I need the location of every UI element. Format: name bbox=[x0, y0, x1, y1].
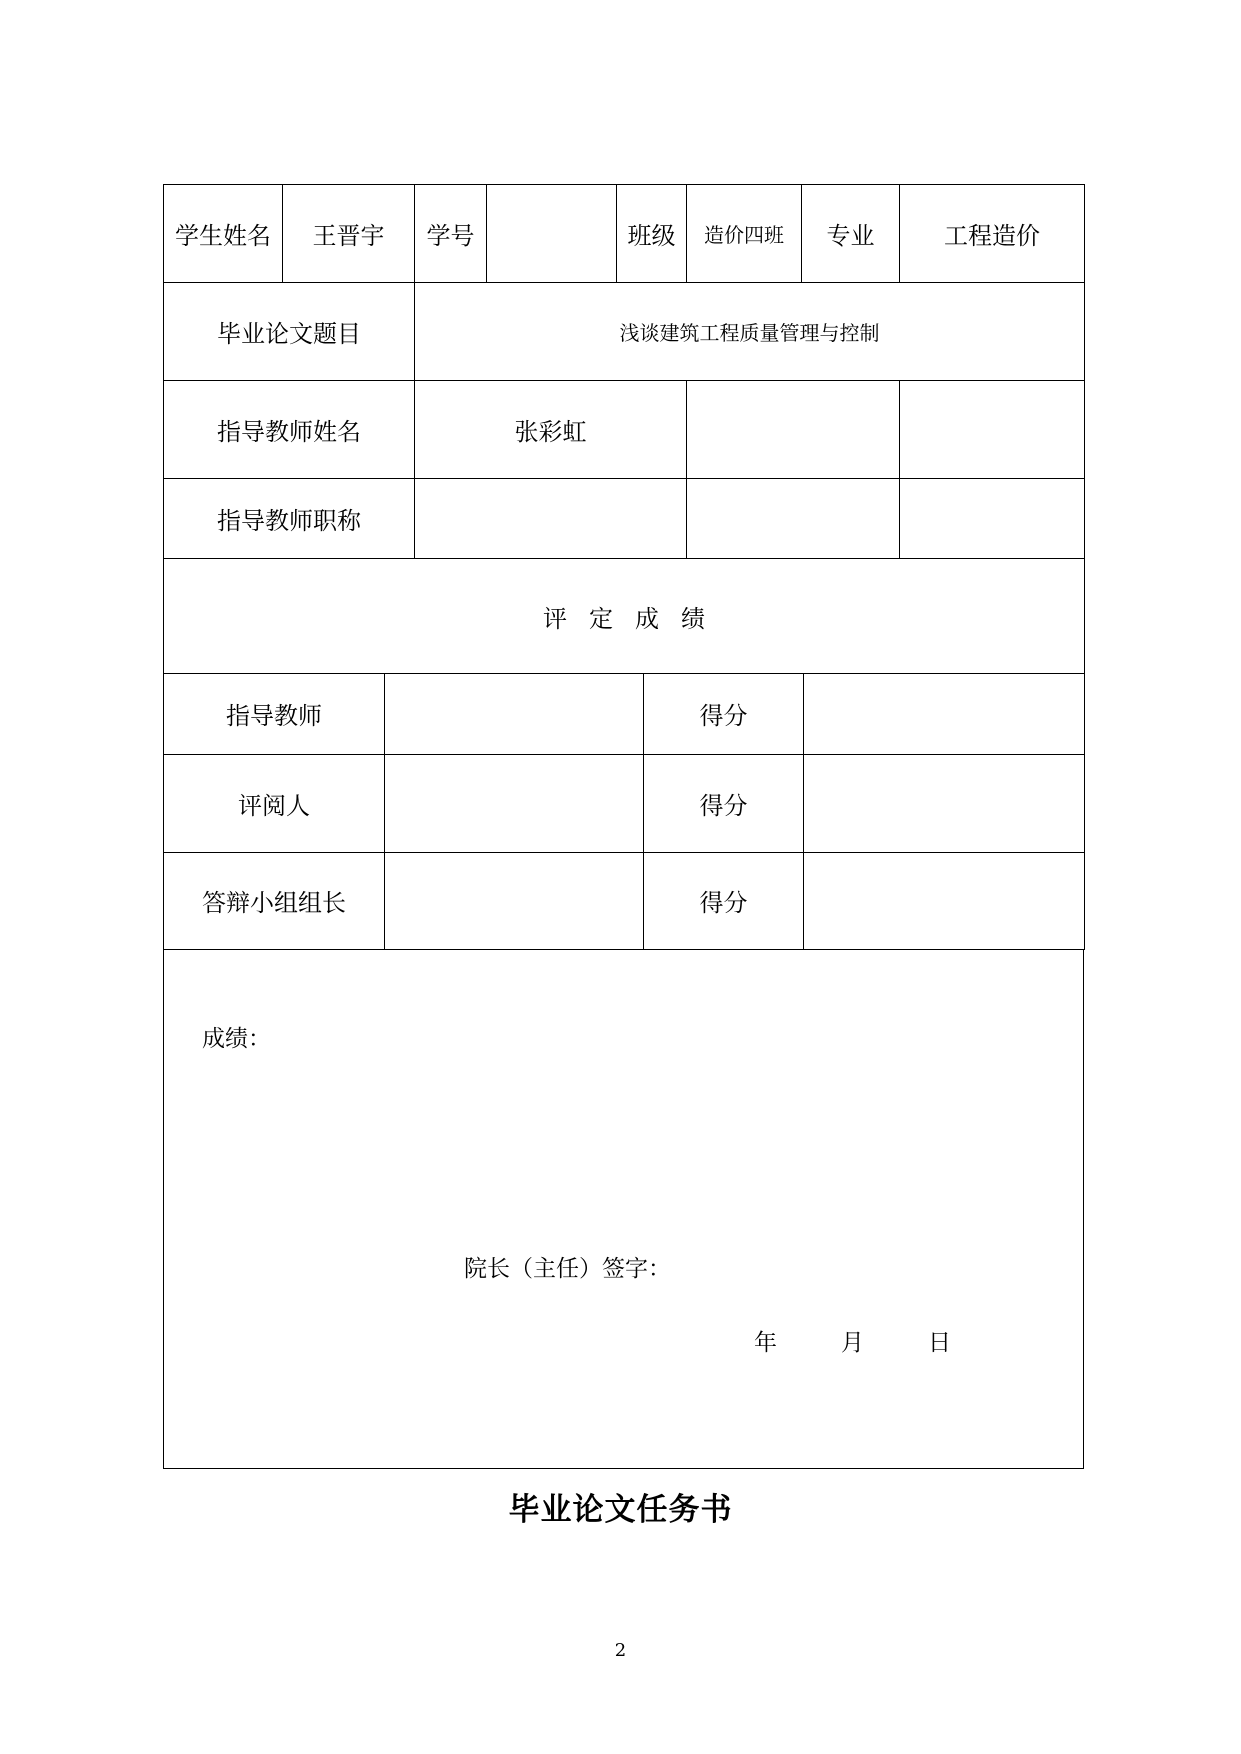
grading-signature-cell bbox=[385, 754, 644, 852]
score-value-cell bbox=[804, 754, 1085, 852]
grading-signature-cell bbox=[385, 852, 644, 949]
grading-row bbox=[164, 852, 1085, 949]
class-label: 班级 bbox=[617, 185, 687, 283]
page-number: 2 bbox=[614, 1640, 627, 1661]
score-label: 得分 bbox=[644, 754, 804, 852]
thesis-title-row bbox=[164, 283, 1085, 381]
date-year: 年 bbox=[754, 1330, 777, 1356]
advisor-rank-extra-1 bbox=[687, 479, 900, 559]
major-value: 工程造价 bbox=[900, 185, 1085, 283]
advisor-rank-value bbox=[415, 479, 687, 559]
thesis-title-value: 浅谈建筑工程质量管理与控制 bbox=[415, 283, 1085, 381]
score-value-cell bbox=[804, 852, 1085, 949]
date-day: 日 bbox=[928, 1330, 951, 1356]
score-label: 得分 bbox=[644, 852, 804, 949]
dean-signature-label: 院长（主任）签字： bbox=[464, 1256, 671, 1282]
advisor-name-label: 指导教师姓名 bbox=[164, 381, 415, 479]
grading-signature-cell bbox=[385, 673, 644, 754]
class-value: 造价四班 bbox=[687, 185, 802, 283]
advisor-rank-row bbox=[164, 479, 1085, 559]
final-grade-label: 成绩： bbox=[202, 1026, 271, 1052]
advisor-name-extra-1 bbox=[687, 381, 900, 479]
grading-table bbox=[163, 673, 1085, 950]
score-value-cell bbox=[804, 673, 1085, 754]
grading-role: 答辩小组组长 bbox=[164, 852, 385, 949]
advisor-name-value: 张彩虹 bbox=[415, 381, 687, 479]
final-grade-box bbox=[163, 950, 1084, 1469]
student-id-label: 学号 bbox=[415, 185, 487, 283]
student-row bbox=[164, 185, 1085, 283]
student-name-value: 王晋宇 bbox=[283, 185, 415, 283]
grading-header-row bbox=[164, 559, 1085, 674]
advisor-rank-extra-2 bbox=[900, 479, 1085, 559]
grading-header: 评定成绩 bbox=[543, 604, 727, 633]
grading-row bbox=[164, 754, 1085, 852]
grading-row bbox=[164, 673, 1085, 754]
advisor-rank-label: 指导教师职称 bbox=[164, 479, 415, 559]
grading-role: 评阅人 bbox=[164, 754, 385, 852]
task-book-title: 毕业论文任务书 bbox=[508, 1492, 733, 1528]
signature-date bbox=[754, 1324, 951, 1357]
advisor-name-extra-2 bbox=[900, 381, 1085, 479]
advisor-name-row bbox=[164, 381, 1085, 479]
date-month: 月 bbox=[841, 1330, 864, 1356]
grading-role: 指导教师 bbox=[164, 673, 385, 754]
student-id-value bbox=[487, 185, 617, 283]
thesis-title-label: 毕业论文题目 bbox=[164, 283, 415, 381]
student-name-label: 学生姓名 bbox=[164, 185, 283, 283]
major-label: 专业 bbox=[802, 185, 900, 283]
score-label: 得分 bbox=[644, 673, 804, 754]
info-table bbox=[163, 184, 1085, 674]
